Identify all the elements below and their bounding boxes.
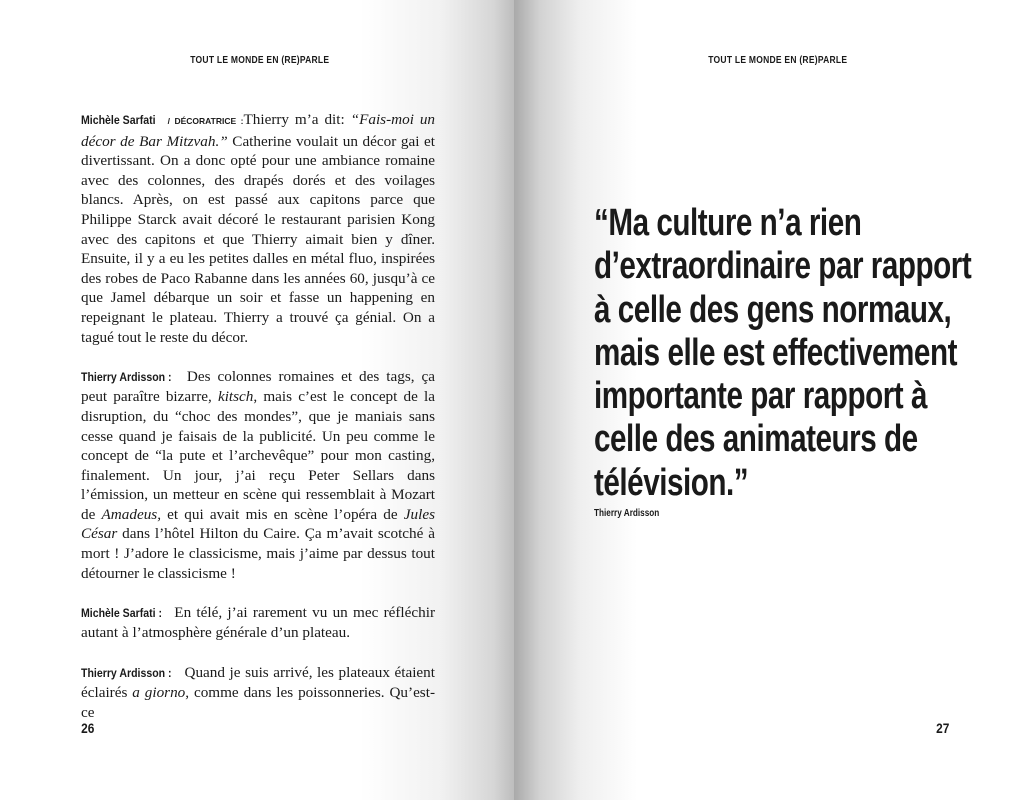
paragraph-2 — [81, 367, 435, 584]
italic-text: kitsch — [217, 388, 254, 406]
right-page — [514, 0, 1027, 800]
pull-quote-line: d’extraordinaire par rapport — [594, 245, 972, 288]
paragraph-text: Quand je suis arrivé, les plateaux étaient éclairés — [81, 663, 435, 702]
italic-text: Amadeus, — [101, 505, 161, 523]
speaker-name: Michèle Sarfati — [81, 113, 156, 127]
italic-text: Jules César — [81, 505, 435, 543]
interview-text — [81, 110, 435, 742]
paragraph-text: , mais c’est le concept de la disruption, du “choc des mondes”, que je maniais sans cesse quand je faisais de la publicité. Un peu comme le concept de “la pute et l’archevêque” pour mon casting, finalement. Un jour, j’ai reçu Peter Sellars dans l’émission, un metteur en scène qui ressemblait à Mozart de — [81, 388, 435, 523]
paragraph-text: Catherine voulait un décor gai et divertissant. On a donc opté pour une ambiance romaine avec des colonnes, des drapés dorés et des voilages blancs. Après, on est passé aux capitons parce que Philippe Starck avait décoré le restaurant parisien Kong avec des capitons et que Thierry aimait bien y dîner. Ensuite, il y a eu les petites dalles en métal fluo, inspirées des robes de Paco Rabanne dans les années 60, jusqu’à ce que Jamel débarque un soir et fasse un happening en repeignant le plateau. Thierry a trouvé ça génial. On a tagué tout le reste du décor. — [81, 132, 435, 346]
speaker-name: Michèle Sarfati : — [81, 605, 162, 620]
speaker-name: Thierry Ardisson : — [81, 665, 172, 680]
paragraph-text: et qui avait mis en scène l’opéra de — [161, 505, 404, 523]
pull-quote-line: à celle des gens normaux, — [594, 288, 952, 331]
speaker-name: Thierry Ardisson : — [81, 369, 172, 384]
paragraph-1 — [81, 110, 435, 347]
paragraph-text: , comme dans les poissonneries. Qu’est-ce — [81, 684, 435, 721]
pull-quote-line: mais elle est effectivement — [594, 331, 957, 374]
page-number-right: 27 — [936, 720, 950, 736]
quote-attribution: Thierry Ardisson — [594, 508, 660, 519]
paragraph-text: dans l’hôtel Hilton du Caire. Ça m’avait scotché à mort ! J’adore le classicisme, mais j’aime par dessus tout détourner le classicisme ! — [81, 525, 435, 582]
running-head-right: TOUT LE MONDE EN (RE)PARLE — [708, 55, 848, 66]
paragraph-text: Thierry m’a dit: — [243, 111, 351, 128]
pull-quote-line: télévision.” — [594, 461, 749, 504]
paragraph-4 — [81, 663, 435, 723]
running-head-left: TOUT LE MONDE EN (RE)PARLE — [190, 55, 330, 66]
paragraph-text: Des colonnes romaines et des tags, ça peut paraître bizarre, — [81, 367, 435, 406]
pull-quote — [594, 202, 1015, 505]
pull-quote-line: “Ma culture n’a rien — [594, 202, 862, 244]
paragraph-3 — [81, 603, 435, 643]
pull-quote-line: importante par rapport à — [594, 375, 927, 418]
quoted-text: “Fais-moi un décor de Bar Mitzvah.” — [81, 111, 436, 150]
page-number-left: 26 — [81, 720, 95, 736]
paragraph-text: En télé, j’ai rarement vu un mec réfléchir autant à l’atmosphère générale d’un plateau. — [81, 603, 435, 642]
pull-quote-line: celle des animateurs de — [594, 418, 918, 461]
speaker-role: / DÉCORATRICE : — [167, 116, 244, 126]
italic-text: a giorno — [132, 684, 186, 702]
